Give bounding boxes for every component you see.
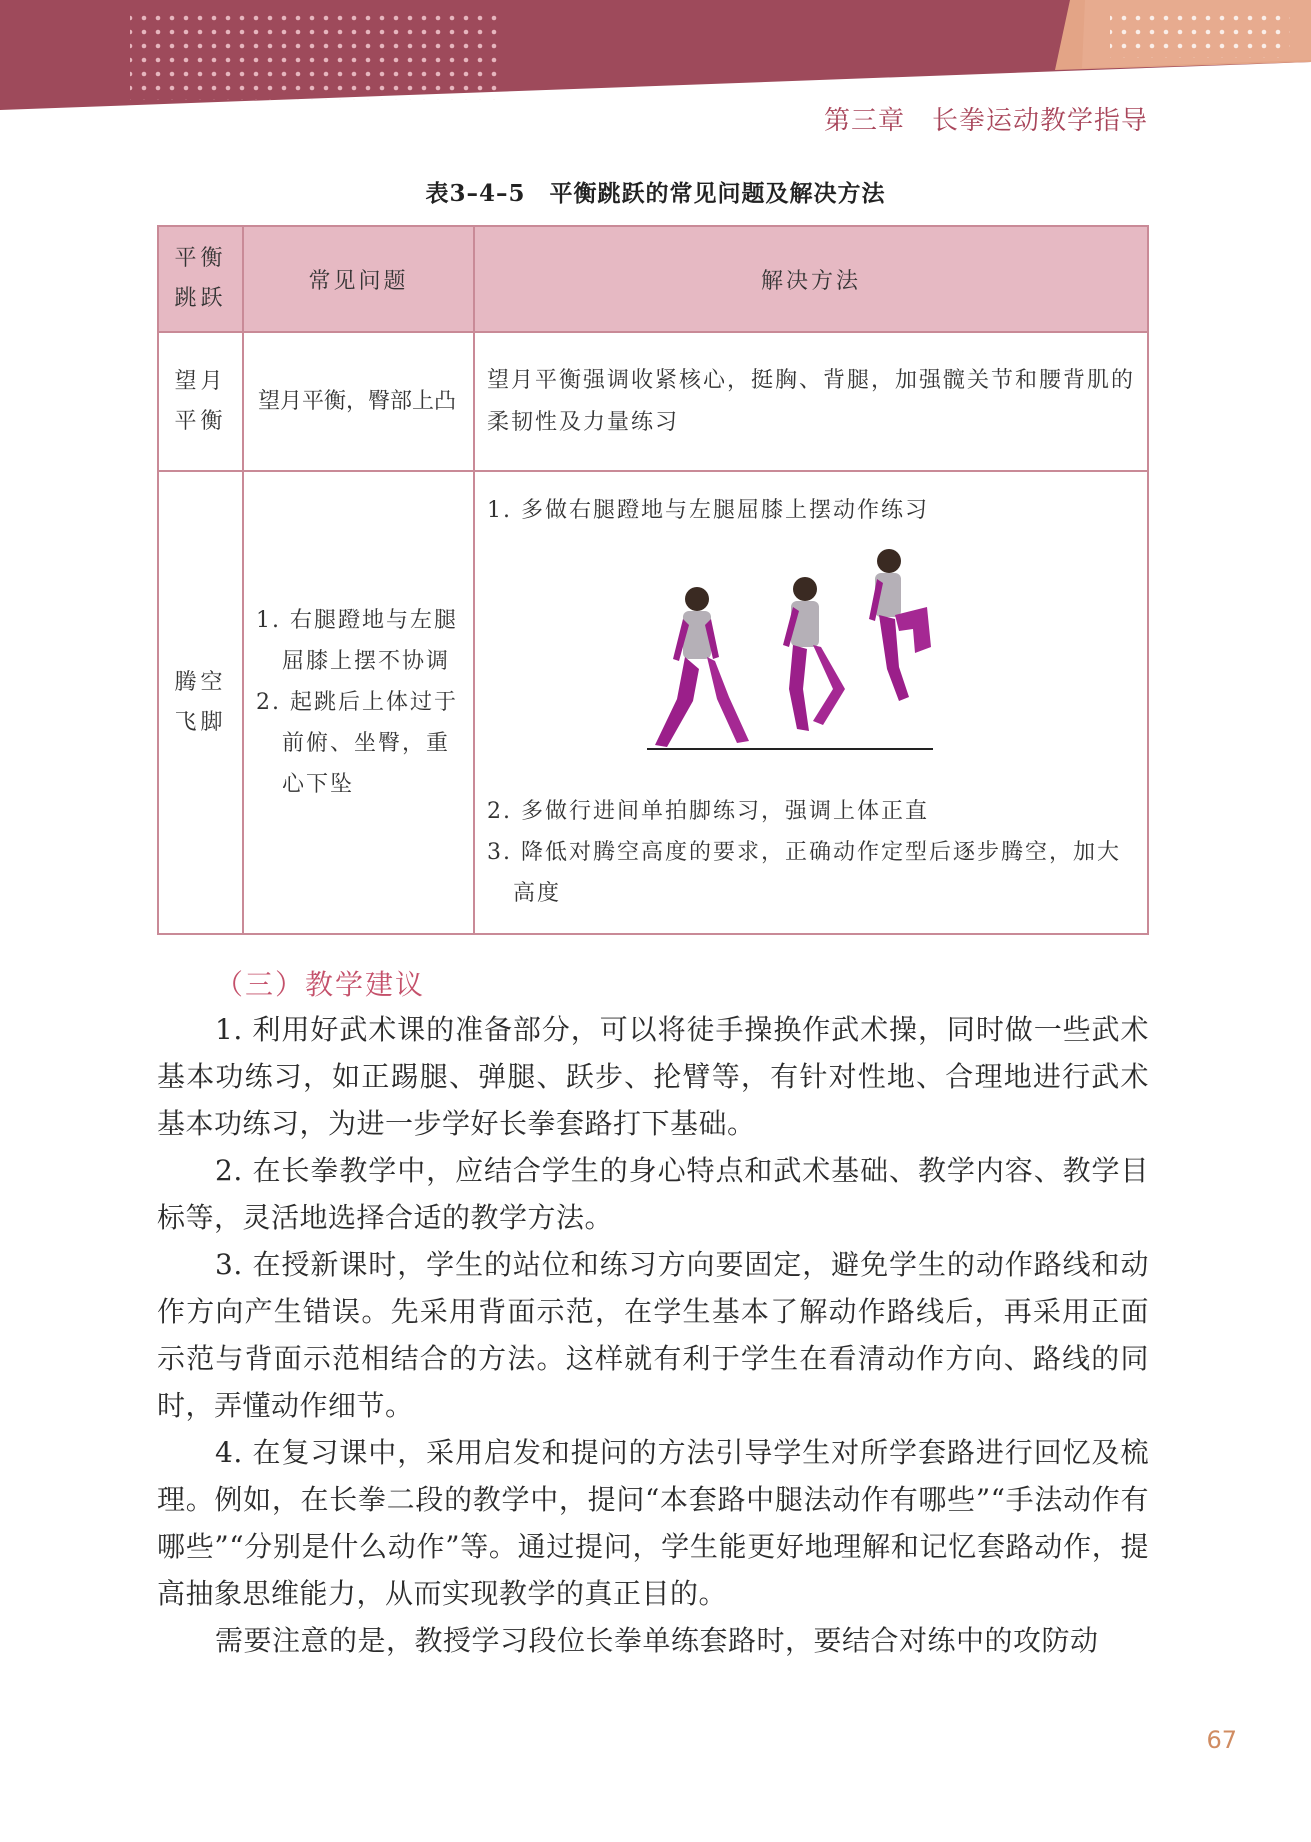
paragraph: 需要注意的是，教授学习段位长拳单练套路时，要结合对练中的攻防动 — [215, 1624, 1099, 1657]
figure-step-3 — [869, 549, 931, 701]
header-cell-category — [158, 226, 243, 332]
header-category-text: 平衡 跳跃 — [174, 246, 227, 311]
flying-kick-sequence-photo — [637, 549, 1197, 769]
solution-item: 1. 多做右腿蹬地与左腿屈膝上摆动作练习 — [487, 498, 929, 523]
paragraph: 1. 利用好武术课的准备部分，可以将徒手操换作武术操，同时做一些武术基本功练习，如正踢腿、弹腿、跃步、抡臂等，有针对性地、合理地进行武术基本功练习，为进一步学好长拳套路打下基础。 — [157, 1013, 1149, 1140]
solution-cell — [474, 471, 1148, 934]
problem-item: 1. 右腿蹬地与左腿屈膝上摆不协调 — [256, 608, 458, 674]
row-name: 望月 平衡 — [174, 368, 227, 434]
paragraph: 2. 在长拳教学中，应结合学生的身心特点和武术基础、教学内容、教学目标等，灵活地选择合适的教学方法。 — [157, 1154, 1149, 1234]
section-heading: （三）教学建议 — [215, 968, 426, 1001]
figure-step-1 — [655, 587, 749, 747]
page-number: 67 — [1206, 1726, 1237, 1754]
dot-pattern-right — [1110, 14, 1290, 58]
header-cell-solutions: 解决方法 — [474, 226, 1148, 332]
dot-pattern-left — [130, 10, 500, 100]
solution-item: 3. 降低对腾空高度的要求，正确动作定型后逐步腾空，加大高度 — [487, 840, 1121, 906]
problem-cell: 望月平衡，臀部上凸 — [243, 332, 474, 471]
header-cell-problems: 常见问题 — [243, 226, 474, 332]
problems-table — [157, 225, 1149, 935]
problem-list — [244, 600, 473, 805]
row-name-cell — [158, 471, 243, 934]
figure-step-2 — [783, 577, 845, 731]
solution-cell: 望月平衡强调收紧核心，挺胸、背腿，加强髋关节和腰背肌的柔韧性及力量练习 — [474, 332, 1148, 471]
chapter-title: 第三章 长拳运动教学指导 — [823, 106, 1148, 136]
table-header-row — [158, 226, 1148, 332]
row-name: 腾空 飞脚 — [174, 669, 227, 735]
solution-item: 2. 多做行进间单拍脚练习，强调上体正直 — [487, 799, 929, 824]
table-row — [158, 332, 1148, 471]
table-row — [158, 471, 1148, 934]
problem-cell — [243, 471, 474, 934]
table-caption: 表3–4–5 平衡跳跃的常见问题及解决方法 — [425, 180, 886, 207]
row-name-cell — [158, 332, 243, 471]
paragraph: 3. 在授新课时，学生的站位和练习方向要固定，避免学生的动作路线和动作方向产生错误。先采用背面示范，在学生基本了解动作路线后，再采用正面示范与背面示范相结合的方法。这样就有利于学生在看清动作方向、路线的同时，弄懂动作细节。 — [157, 1248, 1149, 1422]
problem-item: 2. 起跳后上体过于前俯、坐臀，重心下坠 — [256, 690, 458, 797]
body-text — [157, 1006, 1149, 1664]
paragraph: 4. 在复习课中，采用启发和提问的方法引导学生对所学套路进行回忆及梳理。例如，在长拳二段的教学中，提问“本套路中腿法动作有哪些”“手法动作有哪些”“分别是什么动作”等。通过提问，学生能更好地理解和记忆套路动作，提高抽象思维能力，从而实现教学的真正目的。 — [157, 1436, 1149, 1610]
